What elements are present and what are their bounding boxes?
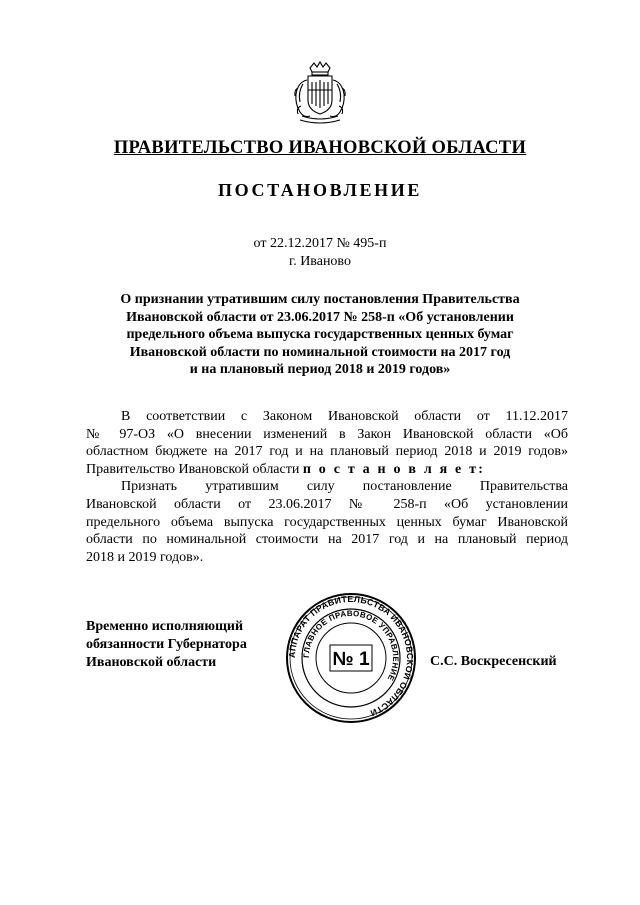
resolves-keyword: п о с т а н о в л я е т: [302, 461, 486, 477]
subject-line: Ивановской области по номинальной стоимости на 2017 год [129, 344, 511, 360]
document-body [86, 408, 568, 566]
stamp-inner-text: ГЛАВНОЕ ПРАВОВОЕ УПРАВЛЕНИЕ [301, 608, 401, 683]
signer-name: С.С. Воскресенский [430, 654, 557, 669]
resolves-prefix: Правительство Ивановской области [86, 461, 303, 477]
subject-line: предельного объема выпуска государственных ценных бумаг [126, 327, 514, 342]
body-line-resolves [86, 461, 568, 479]
document-type-title: ПОСТАНОВЛЕНИЕ [218, 180, 422, 200]
signer-position-line: Временно исполняющий [86, 619, 244, 634]
body-line: 2018 и 2019 годов». [86, 549, 204, 565]
subject-line: О признании утратившим силу постановления Правительства [120, 292, 520, 307]
ivanovo-coat-of-arms-icon [290, 60, 350, 126]
government-title: ПРАВИТЕЛЬСТВО ИВАНОВСКОЙ ОБЛАСТИ [113, 138, 527, 158]
document-subject [100, 291, 540, 379]
body-line: Ивановской области от 23.06.2017 № 258-п «Об установлении [86, 496, 568, 512]
body-line: Признать утратившим силу постановление Правительства [121, 479, 568, 495]
city-line: г. Иваново [289, 254, 351, 269]
body-line: предельного объема выпуска государственных ценных бумаг Ивановской [86, 514, 568, 530]
body-line: В соответствии с Законом Ивановской области от 11.12.2017 [121, 409, 568, 424]
body-line: № 97-ОЗ «О внесении изменений в Закон Ивановской области «Об [86, 426, 568, 442]
subject-line: и на плановый период 2018 и 2019 годов» [189, 362, 451, 377]
date-number-line: от 22.12.2017 № 495-п [253, 236, 387, 251]
body-line: области по номинальной стоимости на 2017 год и на плановый период [86, 532, 568, 548]
signer-position-line: обязанности Губернатора [86, 636, 247, 652]
official-stamp [285, 592, 417, 724]
signer-position [86, 618, 247, 671]
body-line: областном бюджете на 2017 год и на плановый период 2018 и 2019 годов» [86, 444, 568, 460]
stamp-outer-text: АППАРАТ ПРАВИТЕЛЬСТВА ИВАНОВСКОЙ ОБЛАСТИ [286, 593, 416, 719]
subject-line: Ивановской области от 23.06.2017 № 258-п «Об установлении [126, 309, 514, 325]
stamp-number: № 1 [332, 649, 370, 670]
signer-position-line: Ивановской области [86, 654, 217, 670]
